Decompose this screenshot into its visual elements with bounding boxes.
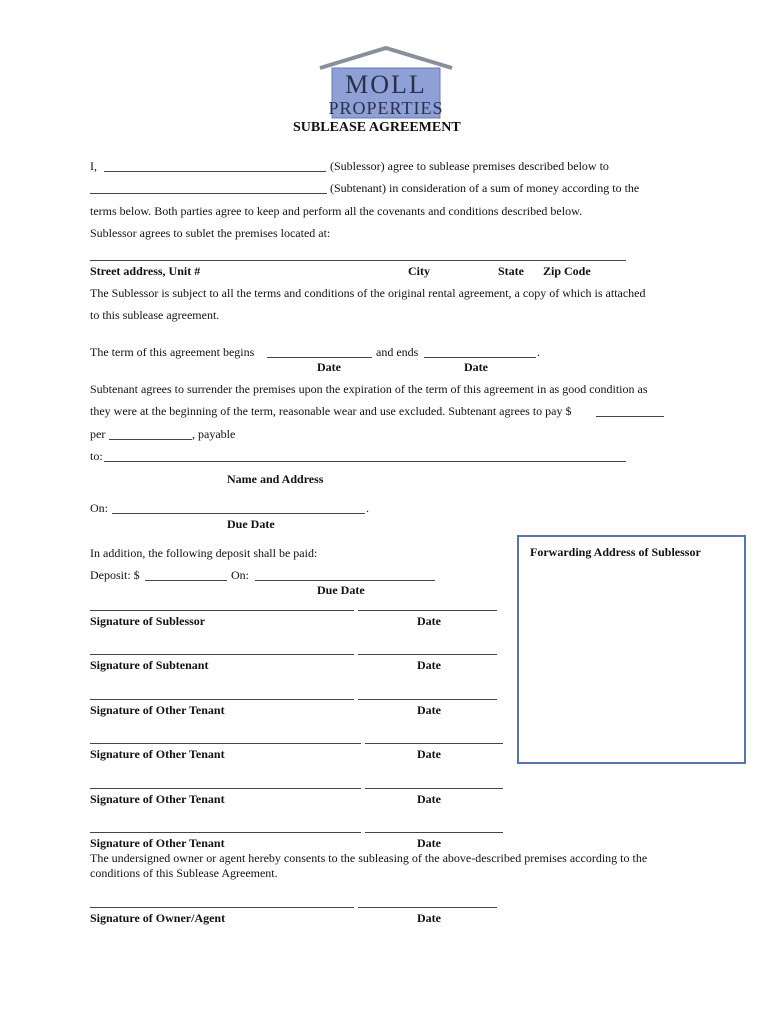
forwarding-address-box[interactable] [517, 535, 746, 764]
sig-line-other-4[interactable] [90, 832, 361, 833]
deposit-text: Deposit: $ [90, 568, 140, 582]
payee-line[interactable] [104, 461, 626, 462]
per-text: per [90, 427, 106, 441]
term-begins-text: The term of this agreement begins [90, 345, 255, 359]
rent-period-line[interactable] [109, 439, 192, 440]
surrender-text-2: they were at the beginning of the term, reasonable wear and use excluded. Subtenant agrees to pay $ [90, 404, 572, 418]
sig-date-label-other-3: Date [417, 792, 441, 806]
sig-date-label-other-4: Date [417, 836, 441, 850]
consent-text-1: The undersigned owner or agent hereby consents to the subleasing of the above-described premises according to the [90, 851, 648, 865]
sig-line-sublessor[interactable] [90, 610, 354, 611]
payable-text: , payable [192, 427, 236, 441]
due-date-label: Due Date [227, 517, 275, 531]
end-date-label: Date [464, 360, 488, 374]
sig-date-label-other-2: Date [417, 747, 441, 761]
sig-date-line-other-4[interactable] [365, 832, 503, 833]
begin-date-label: Date [317, 360, 341, 374]
name-address-label: Name and Address [227, 472, 324, 486]
deposit-on-text: On: [231, 568, 249, 582]
sig-line-other-1[interactable] [90, 699, 354, 700]
premises-address-line[interactable] [90, 260, 626, 261]
begin-date-line[interactable] [267, 357, 372, 358]
sig-label-other-2: Signature of Other Tenant [90, 747, 225, 761]
sig-date-label-subtenant: Date [417, 658, 441, 672]
sig-date-label-other-1: Date [417, 703, 441, 717]
city-label: City [408, 264, 430, 278]
and-ends-text: and ends [376, 345, 419, 359]
sig-line-other-2[interactable] [90, 743, 361, 744]
sig-label-owner: Signature of Owner/Agent [90, 911, 226, 925]
sig-label-other-1: Signature of Other Tenant [90, 703, 225, 717]
terms-text: terms below. Both parties agree to keep and perform all the covenants and conditions described below. [90, 204, 582, 218]
due-date-line[interactable] [112, 513, 365, 514]
rent-amount-line[interactable] [596, 416, 664, 417]
forwarding-address-title: Forwarding Address of Sublessor [530, 545, 701, 559]
deposit-date-line[interactable] [255, 580, 435, 581]
sig-line-owner[interactable] [90, 907, 354, 908]
sig-line-subtenant[interactable] [90, 654, 354, 655]
sig-date-line-other-3[interactable] [365, 788, 503, 789]
consent-text-2: conditions of this Sublease Agreement. [90, 866, 278, 880]
deposit-due-date-label: Due Date [317, 583, 365, 597]
svg-text:PROPERTIES: PROPERTIES [328, 98, 444, 118]
sig-date-label-owner: Date [417, 911, 441, 925]
on-text: On: [90, 501, 108, 515]
company-logo [318, 46, 454, 120]
original-agreement-text-2: to this sublease agreement. [90, 308, 220, 322]
sig-line-other-3[interactable] [90, 788, 361, 789]
deposit-amount-line[interactable] [145, 580, 227, 581]
sig-date-line-subtenant[interactable] [358, 654, 497, 655]
sig-label-subtenant: Signature of Subtenant [90, 658, 209, 672]
surrender-text-1: Subtenant agrees to surrender the premises upon the expiration of the term of this agreement in as good condition as [90, 382, 648, 396]
period: . [537, 345, 540, 359]
svg-text:MOLL: MOLL [345, 70, 427, 99]
sig-date-line-sublessor[interactable] [358, 610, 497, 611]
sig-label-other-4: Signature of Other Tenant [90, 836, 225, 850]
street-label: Street address, Unit # [90, 264, 201, 278]
sig-label-sublessor: Signature of Sublessor [90, 614, 206, 628]
sig-date-line-other-2[interactable] [365, 743, 503, 744]
end-date-line[interactable] [424, 357, 536, 358]
zip-label: Zip Code [543, 264, 591, 278]
premises-text: Sublessor agrees to sublet the premises located at: [90, 226, 331, 240]
sig-date-line-owner[interactable] [358, 907, 497, 908]
period-2: . [366, 501, 369, 515]
original-agreement-text-1: The Sublessor is subject to all the terms and conditions of the original rental agreement, a copy of which is attached [90, 286, 646, 300]
subtenant-name-line[interactable] [90, 193, 327, 194]
sublessor-name-line[interactable] [104, 171, 326, 172]
intro-i: I, [90, 159, 97, 173]
sig-date-line-other-1[interactable] [358, 699, 497, 700]
sig-date-label-sublessor: Date [417, 614, 441, 628]
state-label: State [498, 264, 524, 278]
subtenant-text: (Subtenant) in consideration of a sum of money according to the [330, 181, 640, 195]
deposit-intro: In addition, the following deposit shall be paid: [90, 546, 318, 560]
sublessor-text: (Sublessor) agree to sublease premises described below to [330, 159, 609, 173]
sig-label-other-3: Signature of Other Tenant [90, 792, 225, 806]
page-title: SUBLEASE AGREEMENT [293, 120, 461, 135]
to-text: to: [90, 449, 103, 463]
